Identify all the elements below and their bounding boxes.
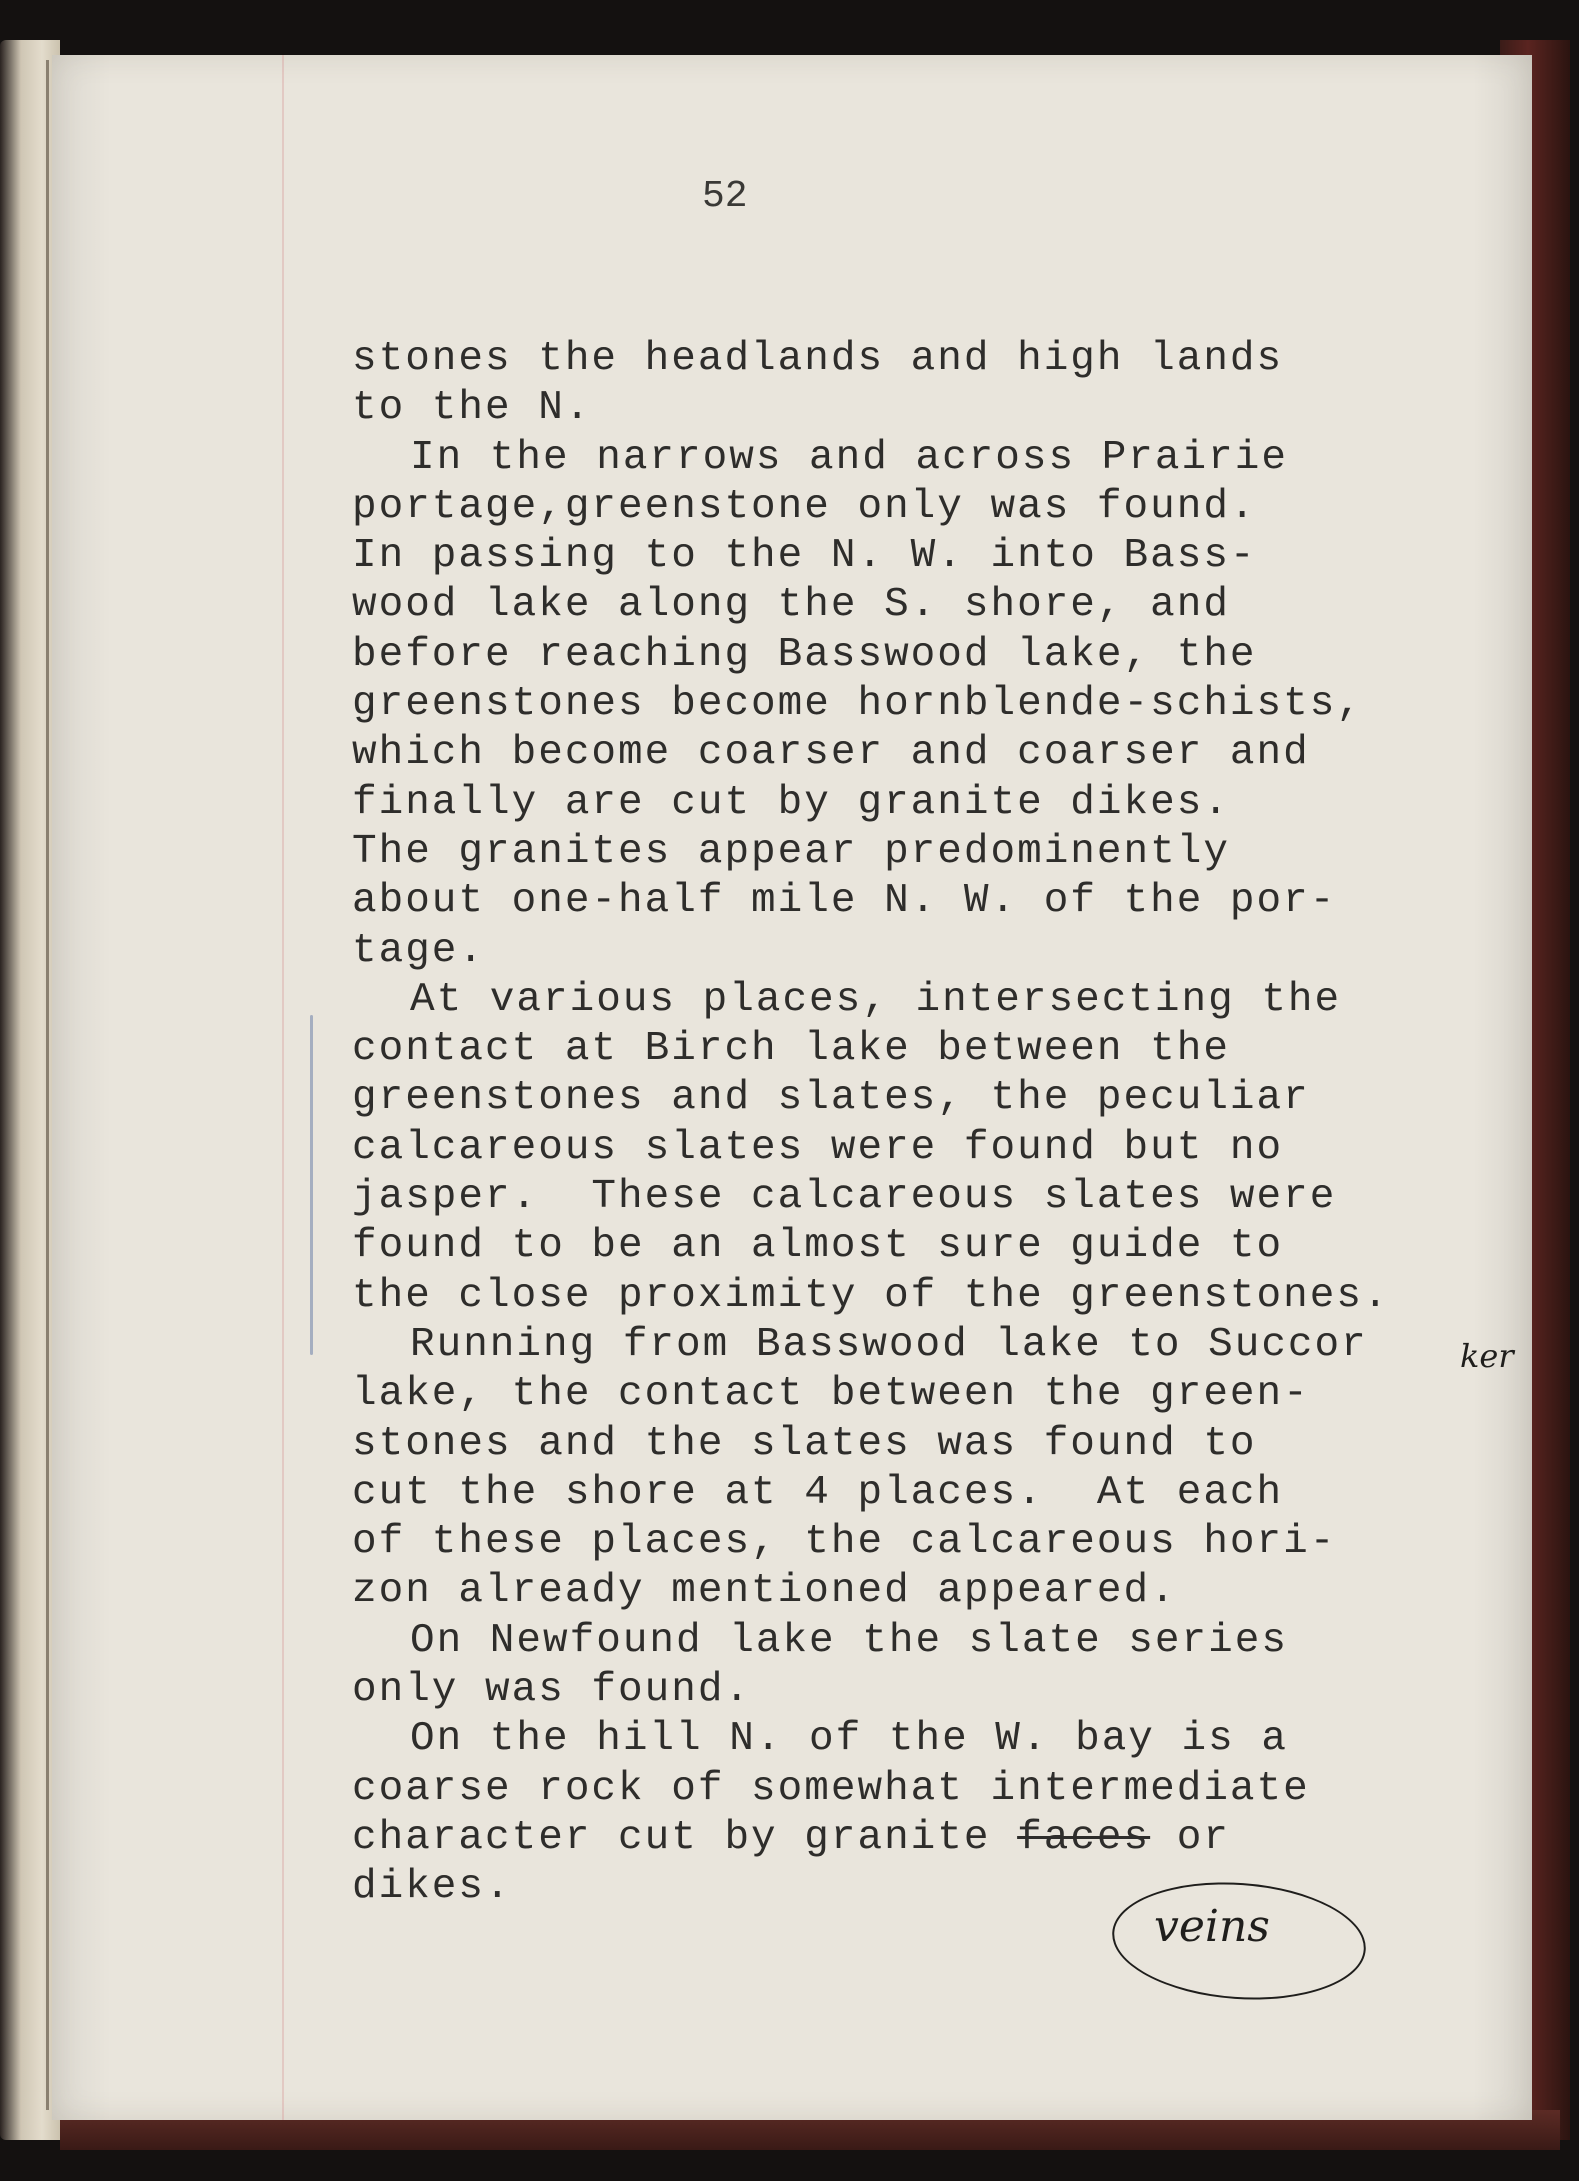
text-line: greenstones and slates, the peculiar — [352, 1075, 1310, 1122]
text-line: stones and the slates was found to — [352, 1420, 1257, 1467]
page-number: 52 — [702, 175, 748, 218]
text-line: stones the headlands and high lands — [352, 336, 1284, 382]
text-line: greenstones become hornblende-schists, — [352, 681, 1363, 728]
text-line: contact at Birch lake between the — [352, 1026, 1230, 1073]
text-line: In the narrows and across Prairie — [410, 434, 1288, 481]
text-line: jasper. These calcareous slates were — [352, 1174, 1337, 1221]
text-line: before reaching Basswood lake, the — [352, 631, 1257, 678]
book-left-edge — [0, 40, 60, 2140]
text-line: coarse rock of somewhat intermediate — [352, 1765, 1310, 1812]
text-line: to the N. — [352, 385, 592, 432]
text-line: zon already mentioned appeared. — [352, 1568, 1177, 1615]
text-line: character cut by granite faces or — [352, 1814, 1230, 1861]
text-line: wood lake along the S. shore, and — [352, 582, 1230, 629]
handwritten-correction: veins — [1154, 1901, 1270, 1952]
struck-word: faces — [1017, 1814, 1151, 1861]
text-line: In passing to the N. W. into Bass- — [352, 533, 1257, 580]
text-line: On the hill N. of the W. bay is a — [410, 1716, 1288, 1763]
text-line: tage. — [352, 927, 486, 974]
text-line: The granites appear predominently — [352, 828, 1230, 875]
text-line: dikes. — [352, 1864, 512, 1911]
text-line: the close proximity of the greenstones. — [352, 1272, 1390, 1319]
text-line: Running from Basswood lake to Succor — [410, 1321, 1368, 1368]
pencil-margin-mark — [310, 1015, 313, 1355]
text-line: which become coarser and coarser and — [352, 730, 1310, 777]
margin-rule — [282, 55, 284, 2120]
text-line: lake, the contact between the green- — [352, 1371, 1310, 1418]
typed-text-block — [352, 335, 1532, 1913]
text-line: only was found. — [352, 1667, 752, 1714]
text-line: calcareous slates were found but no — [352, 1124, 1284, 1171]
text-line: cut the shore at 4 places. At each — [352, 1469, 1284, 1516]
handwritten-insert: ker — [1460, 1337, 1514, 1375]
manuscript-page — [52, 55, 1532, 2120]
text-line: portage,greenstone only was found. — [352, 483, 1257, 530]
book-spine — [46, 60, 49, 2110]
text-line: On Newfound lake the slate series — [410, 1617, 1288, 1664]
text-line: of these places, the calcareous hori- — [352, 1519, 1337, 1566]
text-line: found to be an almost sure guide to — [352, 1223, 1284, 1270]
text-line: At various places, intersecting the — [410, 976, 1342, 1023]
text-line: finally are cut by granite dikes. — [352, 779, 1230, 826]
text-line: about one-half mile N. W. of the por- — [352, 878, 1337, 925]
